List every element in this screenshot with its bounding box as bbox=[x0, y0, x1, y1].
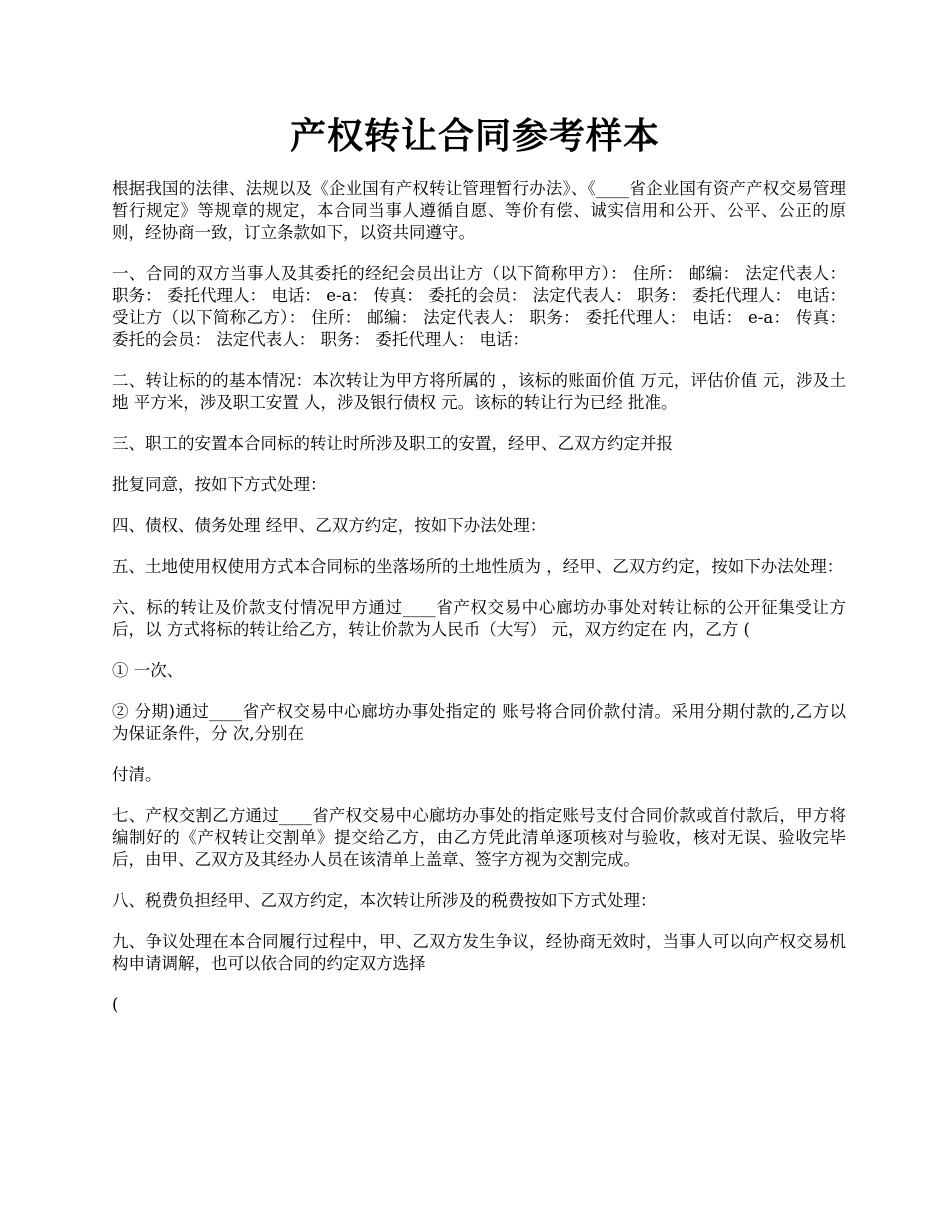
paragraph-payment-option-1: ① 一次、 bbox=[112, 661, 184, 680]
document-title: 产权转让合同参考样本 bbox=[289, 115, 660, 157]
paragraph-approval: 批复同意，按如下方式处理： bbox=[112, 475, 327, 494]
paragraph-parties: 一、合同的双方当事人及其委托的经纪会员出让方（以下简称甲方）： 住所： 邮编： 法定代表人： 职务： 委托代理人： 电话： e-a： 传真： 委托的会员： 法定代表人： 职务： 委托代理人： 电话： 受让方（以下简称乙方）： 住所： 邮编： 法定代表人： 职务： 委托代理人： 电话： e-a： 传真： 委托的会员： 法定代表人： 职务： 委托代理人： 电话： bbox=[112, 264, 846, 349]
paragraph-paid-off: 付清。 bbox=[112, 765, 162, 784]
paragraph-delivery: 七、产权交割乙方通过____省产权交易中心廊坊办事处的指定账号支付合同价款或首付款后，甲方将编制好的《产权转让交割单》提交给乙方，由乙方凭此清单逐项核对与验收，核对无误、验收完毕后，由甲、乙双方及其经办人员在该清单上盖章、签字方视为交割完成。 bbox=[112, 806, 846, 869]
paragraph-open-paren: ( bbox=[112, 995, 119, 1014]
paragraph-payment: 六、标的转让及价款支付情况甲方通过____省产权交易中心廊坊办事处对转让标的公开征集受让方后，以 方式将标的转让给乙方，转让价款为人民币（大写） 元，双方约定在 内，乙方 ( bbox=[112, 598, 846, 639]
paragraph-disputes: 九、争议处理在本合同履行过程中，甲、乙双方发生争议，经协商无效时，当事人可以向产权交易机构申请调解，也可以依合同的约定双方选择 bbox=[112, 932, 846, 973]
paragraph-taxes: 八、税费负担经甲、乙双方约定，本次转让所涉及的税费按如下方式处理： bbox=[112, 891, 657, 910]
paragraph-debts: 四、债权、债务处理 经甲、乙双方约定，按如下办法处理： bbox=[112, 516, 547, 535]
paragraph-land: 五、土地使用权使用方式本合同标的坐落场所的土地性质为 ，经甲、乙双方约定，按如下办法处理： bbox=[112, 557, 844, 576]
paragraph-subject: 二、转让标的的基本情况：本次转让为甲方将所属的 ，该标的账面价值 万元，评估价值 元，涉及土地 平方米，涉及职工安置 人，涉及银行债权 元。该标的转让行为已经 批准。 bbox=[112, 371, 846, 412]
paragraph-preamble: 根据我国的法律、法规以及《企业国有产权转让管理暂行办法》、《____省企业国有资产产权交易管理暂行规定》等规章的规定，本合同当事人遵循自愿、等价有偿、诚实信用和公开、公平、公正的原则，经协商一致，订立条款如下，以资共同遵守。 bbox=[112, 179, 846, 242]
document-body bbox=[112, 178, 846, 1035]
paragraph-payment-option-2: ② 分期)通过____省产权交易中心廊坊办事处指定的 账号将合同价款付清。采用分期付款的,乙方以 为保证条件，分 次,分别在 bbox=[112, 702, 846, 743]
paragraph-staff: 三、职工的安置本合同标的转让时所涉及职工的安置，经甲、乙双方约定并报 bbox=[112, 434, 673, 453]
